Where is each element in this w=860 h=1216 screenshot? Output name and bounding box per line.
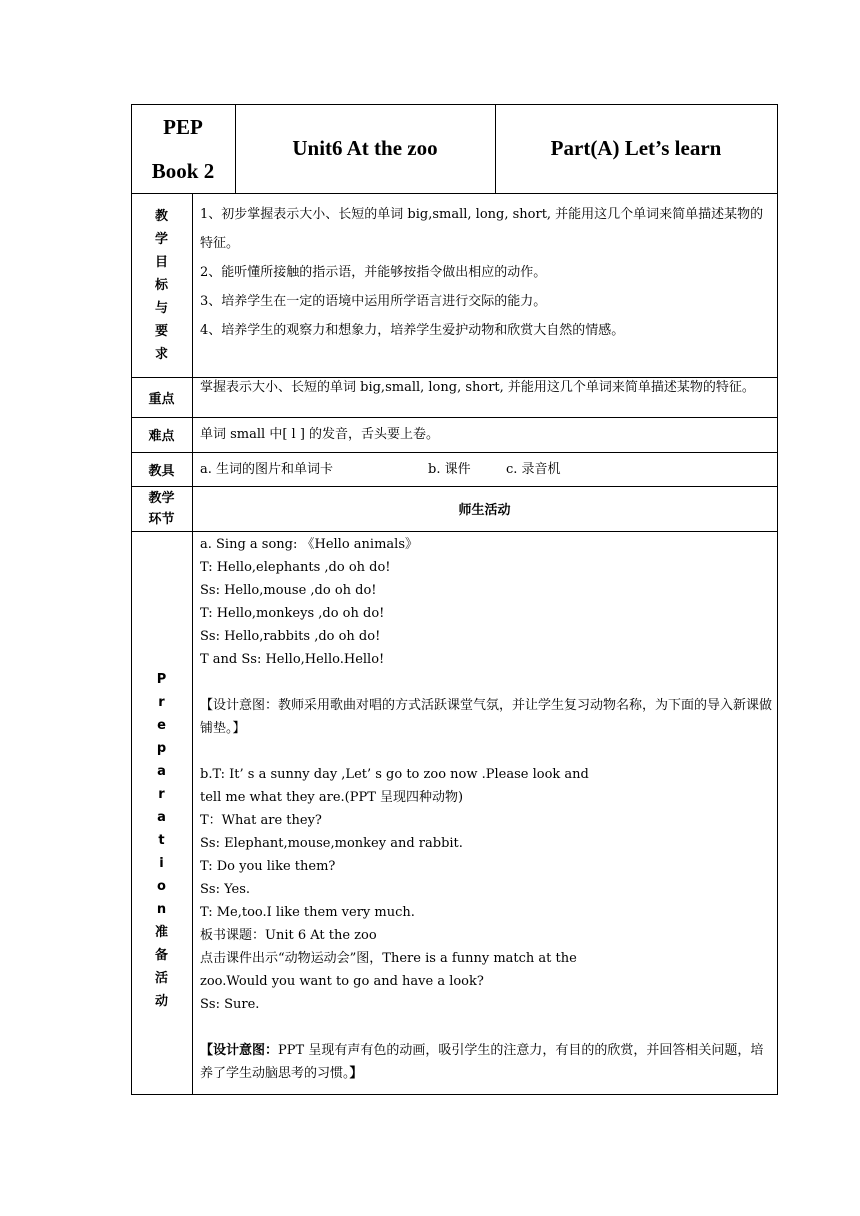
- objectives-label: 教 学 目 标 与 要 求: [154, 209, 168, 362]
- book-line-2: Book 2: [151, 158, 215, 183]
- aids-b: b. 课件: [428, 461, 471, 477]
- script-line: T: Hello,monkeys ,do oh do!: [200, 606, 385, 621]
- aids-label: 教具: [148, 463, 175, 479]
- script-line: T: Me,too.I like them very much.: [200, 905, 415, 920]
- aids-c: c. 录音机: [506, 461, 561, 477]
- objective-item: 3、培养学生在一定的语境中运用所学语言进行交际的能力。: [200, 294, 547, 309]
- script-line: b.T: It’ s a sunny day ,Let’ s go to zoo now .Please look and: [200, 767, 589, 782]
- script-line: 板书课题：Unit 6 At the zoo: [200, 928, 377, 943]
- preparation-label: P r e p a r a t i o n 准 备 活 动: [154, 672, 168, 1009]
- script-line: a. Sing a song: 《Hello animals》: [200, 537, 418, 552]
- key-points-text: 掌握表示大小、长短的单词 big,small, long, short, 并能用这几个单词来简单描述某物的特征。: [200, 380, 755, 395]
- design-note-2-heading: 【设计意图：: [200, 1043, 279, 1058]
- section-title: 师生活动: [458, 503, 511, 518]
- aids-a: a. 生词的图片和单词卡: [200, 461, 334, 477]
- difficult-points-label: 难点: [148, 429, 175, 444]
- script-line: T: Do you like them?: [200, 859, 336, 874]
- script-line: Ss: Hello,rabbits ,do oh do!: [200, 629, 381, 644]
- part-title: Part(A) Let’s learn: [550, 136, 722, 160]
- script-line: zoo.Would you want to go and have a look?: [200, 974, 484, 989]
- objective-item: 1、初步掌握表示大小、长短的单词 big,small, long, short, 并能用这几个单词来简单描述某物的特征。: [200, 207, 764, 251]
- unit-title: Unit6 At the zoo: [292, 136, 438, 160]
- book-cell: [131, 104, 235, 193]
- objective-item: 4、培养学生的观察力和想象力，培养学生爱护动物和欣赏大自然的情感。: [200, 323, 625, 338]
- key-points-label: 重点: [148, 391, 175, 407]
- preparation-content: [200, 533, 772, 1085]
- design-note-2: [200, 1039, 772, 1085]
- script-line: tell me what they are.(PPT 呈现四种动物): [200, 790, 464, 805]
- script-line: T: Hello,elephants ,do oh do!: [200, 560, 391, 575]
- script-line: Ss: Elephant,mouse,monkey and rabbit.: [200, 836, 463, 851]
- script-line: Ss: Yes.: [200, 882, 251, 897]
- script-line: T：What are they?: [200, 813, 322, 828]
- script-line: Ss: Hello,mouse ,do oh do!: [200, 583, 377, 598]
- book-line-1: PEP: [163, 114, 203, 139]
- design-note-1: 【设计意图：教师采用歌曲对唱的方式活跃课堂气氛，并让学生复习动物名称，为下面的导入新课做铺垫。】: [200, 698, 773, 736]
- script-line: T and Ss: Hello,Hello.Hello!: [200, 652, 385, 667]
- script-line: 点击课件出示“动物运动会”图，There is a funny match at the: [200, 951, 577, 966]
- objective-item: 2、能听懂所接触的指示语，并能够按指令做出相应的动作。: [200, 265, 547, 280]
- difficult-points-text: 单词 small 中[ l ] 的发音，舌头要上卷。: [200, 427, 440, 442]
- lesson-plan-table: [131, 104, 778, 1095]
- section-label: 教学 环节: [148, 490, 175, 527]
- design-note-2-end: 】: [349, 1066, 363, 1081]
- design-note-2-text: PPT 呈现有声有色的动画，吸引学生的注意力，有目的的欣赏，并回答相关问题，培养了学生动脑思考的习惯。: [200, 1043, 764, 1081]
- objectives-list: [200, 200, 772, 345]
- script-line: Ss: Sure.: [200, 997, 260, 1012]
